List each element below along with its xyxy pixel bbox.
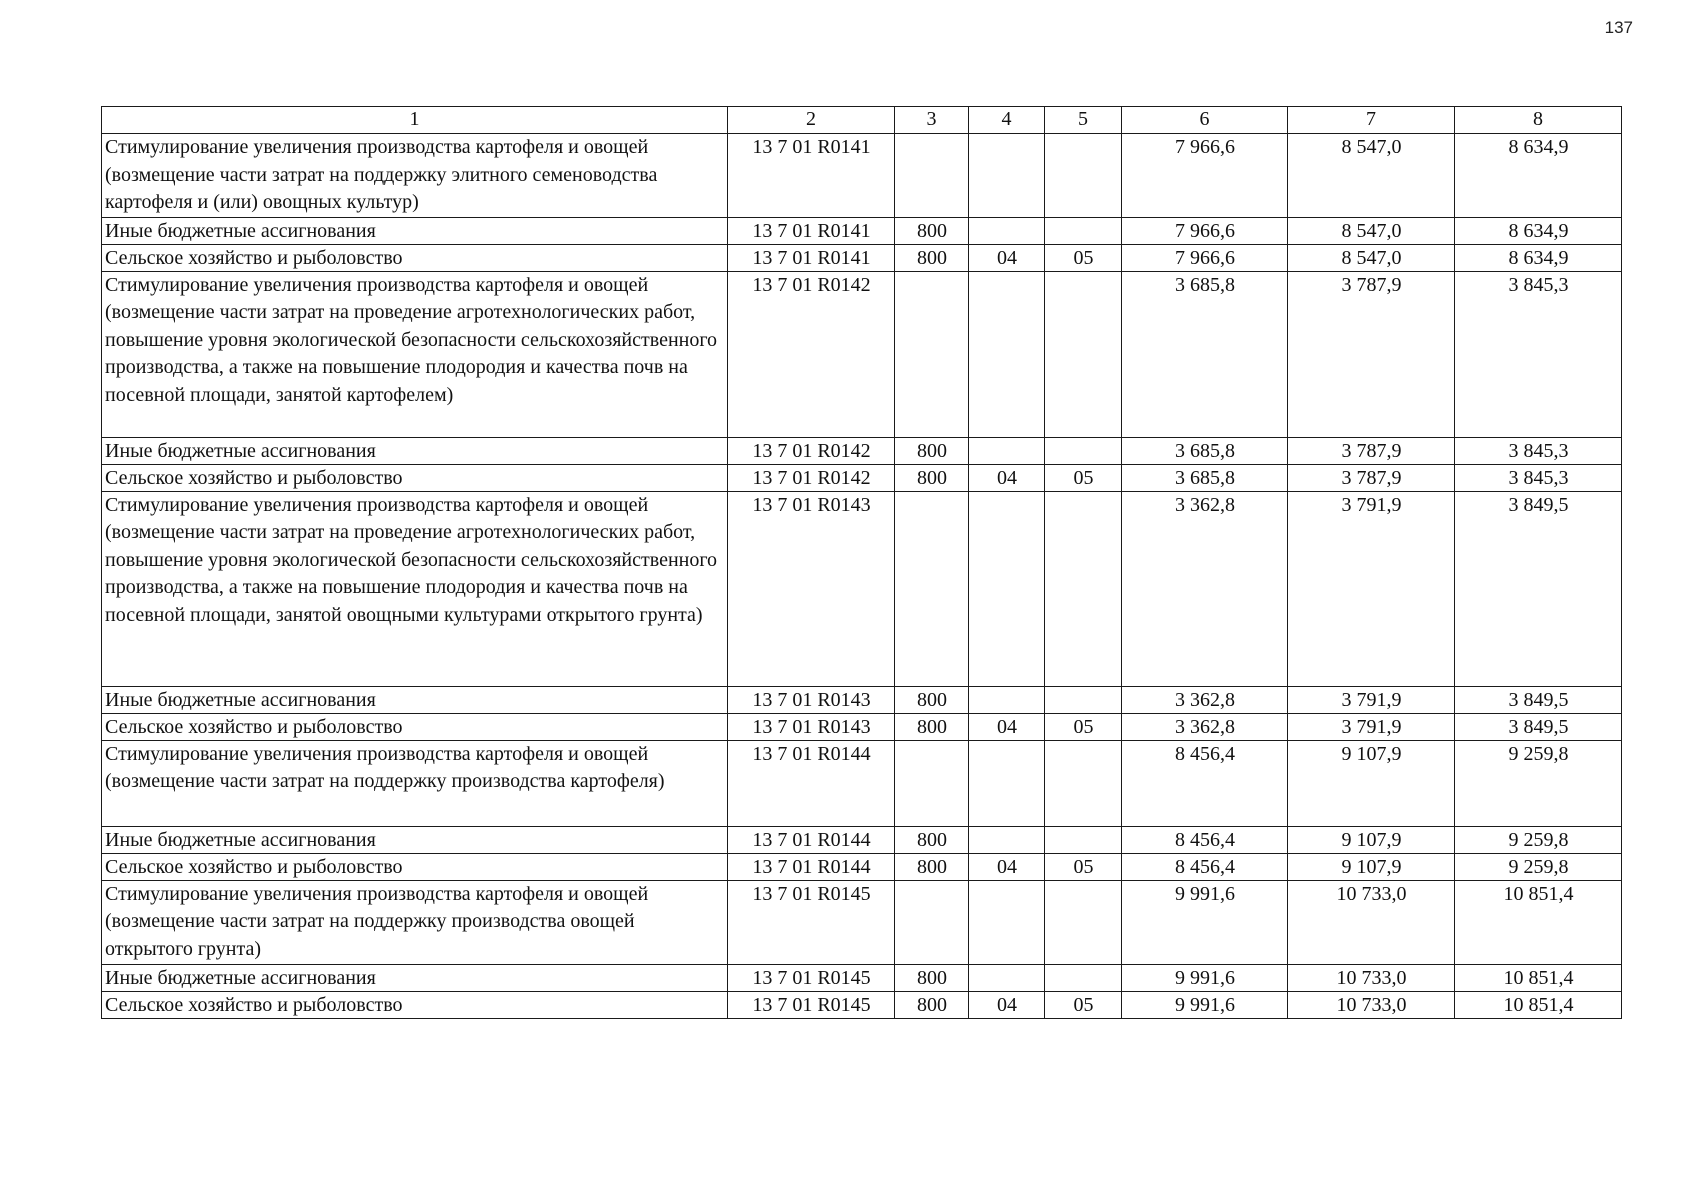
row-c5: 05 (1045, 853, 1122, 880)
row-code: 13 7 01 R0145 (728, 964, 895, 991)
row-value-8: 10 851,4 (1455, 880, 1622, 964)
row-c4: 04 (969, 853, 1045, 880)
table-row (102, 244, 1622, 271)
row-value-6: 3 685,8 (1122, 271, 1288, 437)
column-header: 5 (1045, 107, 1122, 134)
row-c3: 800 (895, 437, 969, 464)
row-value-8: 8 634,9 (1455, 217, 1622, 244)
table-row (102, 686, 1622, 713)
row-c5: 05 (1045, 991, 1122, 1018)
row-value-7: 9 107,9 (1288, 826, 1455, 853)
row-c4 (969, 134, 1045, 218)
row-c5 (1045, 880, 1122, 964)
row-c3 (895, 491, 969, 686)
row-name: Иные бюджетные ассигнования (102, 686, 728, 713)
column-header: 2 (728, 107, 895, 134)
row-c3: 800 (895, 686, 969, 713)
row-code: 13 7 01 R0142 (728, 464, 895, 491)
row-code: 13 7 01 R0142 (728, 437, 895, 464)
row-c4 (969, 686, 1045, 713)
row-c4 (969, 880, 1045, 964)
table-row (102, 964, 1622, 991)
row-value-7: 3 787,9 (1288, 271, 1455, 437)
row-code: 13 7 01 R0144 (728, 853, 895, 880)
row-value-6: 9 991,6 (1122, 991, 1288, 1018)
row-c4 (969, 964, 1045, 991)
table-row (102, 437, 1622, 464)
row-value-6: 9 991,6 (1122, 964, 1288, 991)
table-row (102, 740, 1622, 826)
row-c4: 04 (969, 464, 1045, 491)
row-code: 13 7 01 R0143 (728, 686, 895, 713)
row-name: Стимулирование увеличения производства картофеля и овощей (возмещение части затрат на проведение агротехнологических работ, повышение уровня экологической безопасности сельскохозяйственного производства, а также на повышение плодородия и качества почв на посевной площади, занятой овощными культурами открытого грунта) (102, 491, 728, 686)
table-row (102, 491, 1622, 686)
row-name: Иные бюджетные ассигнования (102, 217, 728, 244)
row-name: Стимулирование увеличения производства картофеля и овощей (возмещение части затрат на поддержку производства картофеля) (102, 740, 728, 826)
row-value-7: 3 791,9 (1288, 686, 1455, 713)
row-c3: 800 (895, 244, 969, 271)
row-value-8: 3 849,5 (1455, 686, 1622, 713)
row-c4: 04 (969, 244, 1045, 271)
header-row (102, 107, 1622, 134)
row-c5 (1045, 686, 1122, 713)
row-value-7: 3 791,9 (1288, 491, 1455, 686)
row-c3: 800 (895, 464, 969, 491)
row-c5: 05 (1045, 464, 1122, 491)
row-c5 (1045, 740, 1122, 826)
row-value-7: 3 787,9 (1288, 464, 1455, 491)
table-row (102, 991, 1622, 1018)
row-value-6: 3 362,8 (1122, 686, 1288, 713)
row-code: 13 7 01 R0141 (728, 244, 895, 271)
row-c4 (969, 271, 1045, 437)
row-value-6: 3 685,8 (1122, 437, 1288, 464)
row-value-8: 8 634,9 (1455, 244, 1622, 271)
row-value-8: 10 851,4 (1455, 991, 1622, 1018)
row-value-6: 8 456,4 (1122, 826, 1288, 853)
row-c4: 04 (969, 991, 1045, 1018)
row-name: Стимулирование увеличения производства картофеля и овощей (возмещение части затрат на проведение агротехнологических работ, повышение уровня экологической безопасности сельскохозяйственного производства, а также на повышение плодородия и качества почв на посевной площади, занятой картофелем) (102, 271, 728, 437)
budget-table (101, 106, 1622, 1019)
row-value-6: 9 991,6 (1122, 880, 1288, 964)
table-row (102, 826, 1622, 853)
row-c3 (895, 134, 969, 218)
row-c5 (1045, 964, 1122, 991)
row-c5 (1045, 437, 1122, 464)
row-code: 13 7 01 R0141 (728, 134, 895, 218)
row-value-7: 3 787,9 (1288, 437, 1455, 464)
row-name: Сельское хозяйство и рыболовство (102, 991, 728, 1018)
row-c3: 800 (895, 964, 969, 991)
row-code: 13 7 01 R0144 (728, 740, 895, 826)
table-row (102, 464, 1622, 491)
row-value-7: 10 733,0 (1288, 991, 1455, 1018)
row-c3 (895, 880, 969, 964)
row-c4 (969, 437, 1045, 464)
row-name: Иные бюджетные ассигнования (102, 964, 728, 991)
row-value-8: 3 845,3 (1455, 437, 1622, 464)
row-c4 (969, 740, 1045, 826)
row-code: 13 7 01 R0143 (728, 491, 895, 686)
row-value-8: 9 259,8 (1455, 826, 1622, 853)
row-c5 (1045, 217, 1122, 244)
row-c4 (969, 826, 1045, 853)
column-header: 8 (1455, 107, 1622, 134)
table-row (102, 853, 1622, 880)
row-code: 13 7 01 R0141 (728, 217, 895, 244)
row-c5 (1045, 826, 1122, 853)
row-name: Стимулирование увеличения производства картофеля и овощей (возмещение части затрат на поддержку производства овощей открытого грунта) (102, 880, 728, 964)
row-value-7: 8 547,0 (1288, 217, 1455, 244)
row-code: 13 7 01 R0144 (728, 826, 895, 853)
row-value-6: 7 966,6 (1122, 134, 1288, 218)
row-value-7: 10 733,0 (1288, 964, 1455, 991)
row-value-8: 3 845,3 (1455, 271, 1622, 437)
table-row (102, 134, 1622, 218)
table-row (102, 880, 1622, 964)
page-number: 137 (1604, 18, 1633, 37)
column-header: 6 (1122, 107, 1288, 134)
row-code: 13 7 01 R0145 (728, 880, 895, 964)
table-row (102, 217, 1622, 244)
row-c3: 800 (895, 991, 969, 1018)
row-c3 (895, 271, 969, 437)
row-c3 (895, 740, 969, 826)
row-name: Сельское хозяйство и рыболовство (102, 713, 728, 740)
row-c3: 800 (895, 713, 969, 740)
row-code: 13 7 01 R0142 (728, 271, 895, 437)
row-value-6: 8 456,4 (1122, 740, 1288, 826)
row-value-7: 9 107,9 (1288, 740, 1455, 826)
row-value-8: 8 634,9 (1455, 134, 1622, 218)
row-value-6: 3 362,8 (1122, 713, 1288, 740)
row-name: Стимулирование увеличения производства картофеля и овощей (возмещение части затрат на поддержку элитного семеноводства картофеля и (или) овощных культур) (102, 134, 728, 218)
row-name: Сельское хозяйство и рыболовство (102, 244, 728, 271)
row-value-7: 10 733,0 (1288, 880, 1455, 964)
table-row (102, 271, 1622, 437)
row-c3: 800 (895, 853, 969, 880)
row-value-7: 8 547,0 (1288, 244, 1455, 271)
column-header: 1 (102, 107, 728, 134)
row-c4 (969, 217, 1045, 244)
row-value-8: 9 259,8 (1455, 853, 1622, 880)
column-header: 7 (1288, 107, 1455, 134)
row-value-6: 8 456,4 (1122, 853, 1288, 880)
row-value-6: 3 685,8 (1122, 464, 1288, 491)
row-name: Иные бюджетные ассигнования (102, 437, 728, 464)
row-c4: 04 (969, 713, 1045, 740)
row-code: 13 7 01 R0143 (728, 713, 895, 740)
row-c5: 05 (1045, 713, 1122, 740)
row-value-6: 7 966,6 (1122, 217, 1288, 244)
row-c5: 05 (1045, 244, 1122, 271)
table-row (102, 713, 1622, 740)
row-name: Иные бюджетные ассигнования (102, 826, 728, 853)
row-value-8: 10 851,4 (1455, 964, 1622, 991)
row-value-6: 3 362,8 (1122, 491, 1288, 686)
row-value-8: 3 849,5 (1455, 713, 1622, 740)
row-value-8: 3 845,3 (1455, 464, 1622, 491)
row-value-6: 7 966,6 (1122, 244, 1288, 271)
row-c5 (1045, 491, 1122, 686)
row-c5 (1045, 271, 1122, 437)
row-value-7: 9 107,9 (1288, 853, 1455, 880)
row-c4 (969, 491, 1045, 686)
row-name: Сельское хозяйство и рыболовство (102, 464, 728, 491)
row-name: Сельское хозяйство и рыболовство (102, 853, 728, 880)
row-c3: 800 (895, 217, 969, 244)
column-header: 3 (895, 107, 969, 134)
column-header: 4 (969, 107, 1045, 134)
row-value-7: 3 791,9 (1288, 713, 1455, 740)
row-value-8: 3 849,5 (1455, 491, 1622, 686)
row-c5 (1045, 134, 1122, 218)
row-value-7: 8 547,0 (1288, 134, 1455, 218)
row-value-8: 9 259,8 (1455, 740, 1622, 826)
row-code: 13 7 01 R0145 (728, 991, 895, 1018)
row-c3: 800 (895, 826, 969, 853)
